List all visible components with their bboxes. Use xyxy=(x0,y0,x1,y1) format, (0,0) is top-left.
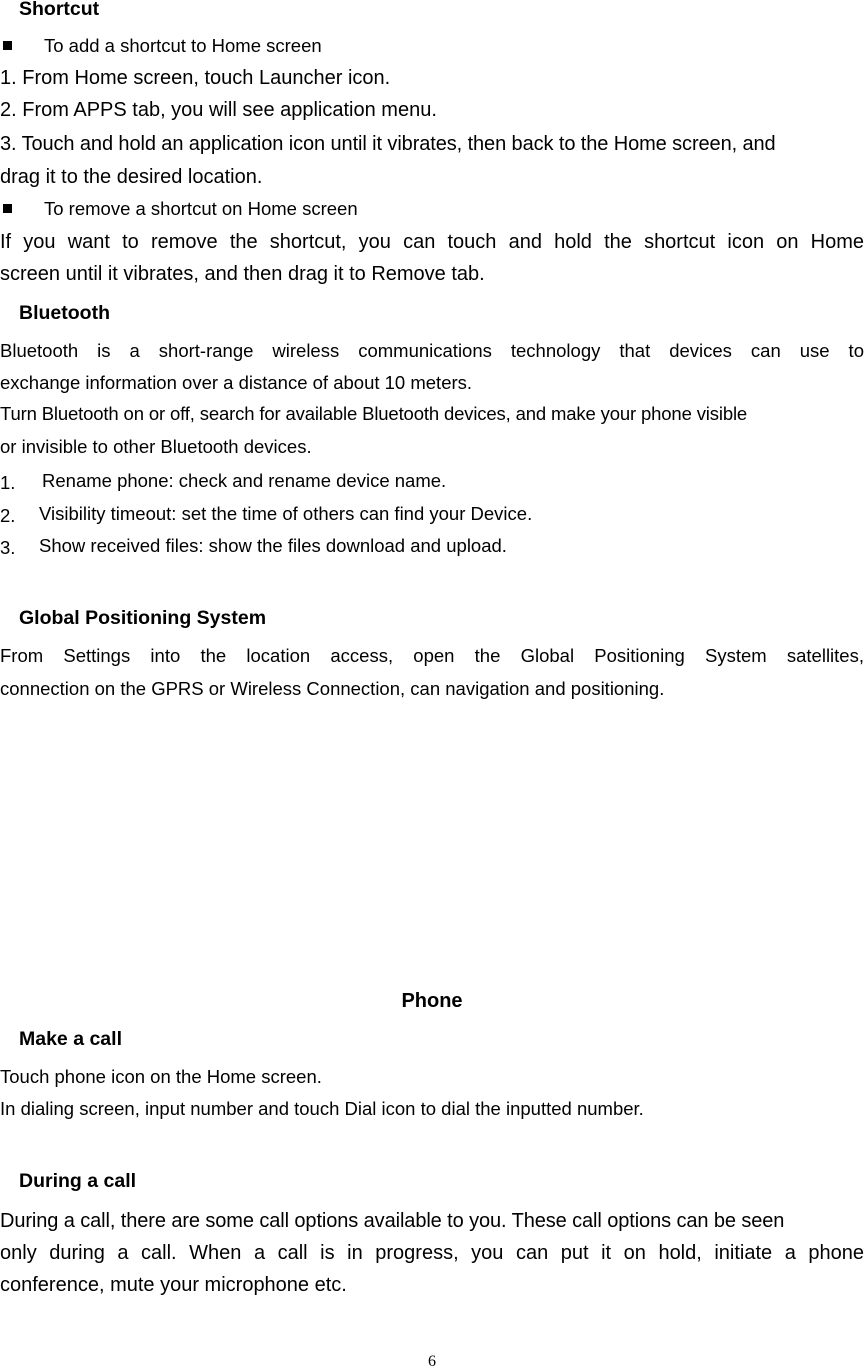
bluetooth-item-visibility: Visibility timeout: set the time of others can find your Device. xyxy=(39,503,533,524)
bluetooth-item-number: 2. xyxy=(0,505,16,526)
shortcut-heading: Shortcut xyxy=(19,0,100,20)
page-number: 6 xyxy=(428,1353,436,1370)
shortcut-step-1: 1. From Home screen, touch Launcher icon. xyxy=(0,67,391,89)
make-call-heading: Make a call xyxy=(19,1028,122,1050)
shortcut-step-2: 2. From APPS tab, you will see application menu. xyxy=(0,99,437,121)
remove-shortcut-bullet: To remove a shortcut on Home screen xyxy=(44,198,358,219)
bluetooth-item-number: 3. xyxy=(0,537,16,558)
shortcut-step-3-line1: 3. Touch and hold an application icon until it vibrates, then back to the Home screen, and xyxy=(0,133,776,155)
bluetooth-turn-line2: or invisible to other Bluetooth devices. xyxy=(0,436,312,457)
square-bullet-icon xyxy=(3,41,12,50)
bluetooth-desc-line2: exchange information over a distance of about 10 meters. xyxy=(0,372,473,393)
during-call-heading: During a call xyxy=(19,1170,137,1192)
during-call-line2: only during a call. When a call is in progress, you can put it on hold, initiate a phone xyxy=(0,1242,864,1264)
shortcut-step-3-line2: drag it to the desired location. xyxy=(0,166,263,188)
bluetooth-desc-line1: Bluetooth is a short-range wireless communications technology that devices can use to xyxy=(0,340,864,361)
bluetooth-heading: Bluetooth xyxy=(19,302,110,324)
during-call-line1: During a call, there are some call options available to you. These call options can be seen xyxy=(0,1210,785,1232)
phone-title: Phone xyxy=(401,990,463,1012)
square-bullet-icon xyxy=(3,204,12,213)
gps-line2: connection on the GPRS or Wireless Connection, can navigation and positioning. xyxy=(0,678,665,699)
bluetooth-item-number: 1. xyxy=(0,472,16,493)
bluetooth-item-rename: Rename phone: check and rename device name. xyxy=(42,470,447,491)
make-call-line1: Touch phone icon on the Home screen. xyxy=(0,1066,322,1087)
remove-shortcut-line2: screen until it vibrates, and then drag it to Remove tab. xyxy=(0,263,485,285)
make-call-line2: In dialing screen, input number and touch Dial icon to dial the inputted number. xyxy=(0,1098,644,1119)
add-shortcut-bullet: To add a shortcut to Home screen xyxy=(44,35,322,56)
gps-heading: Global Positioning System xyxy=(19,607,267,629)
during-call-line3: conference, mute your microphone etc. xyxy=(0,1274,347,1296)
bluetooth-turn-line1: Turn Bluetooth on or off, search for available Bluetooth devices, and make your phone visible xyxy=(0,403,748,424)
remove-shortcut-line1: If you want to remove the shortcut, you can touch and hold the shortcut icon on Home xyxy=(0,231,864,253)
bluetooth-item-received-files: Show received files: show the files download and upload. xyxy=(39,535,507,556)
gps-line1: From Settings into the location access, open the Global Positioning System satellites, xyxy=(0,645,864,666)
